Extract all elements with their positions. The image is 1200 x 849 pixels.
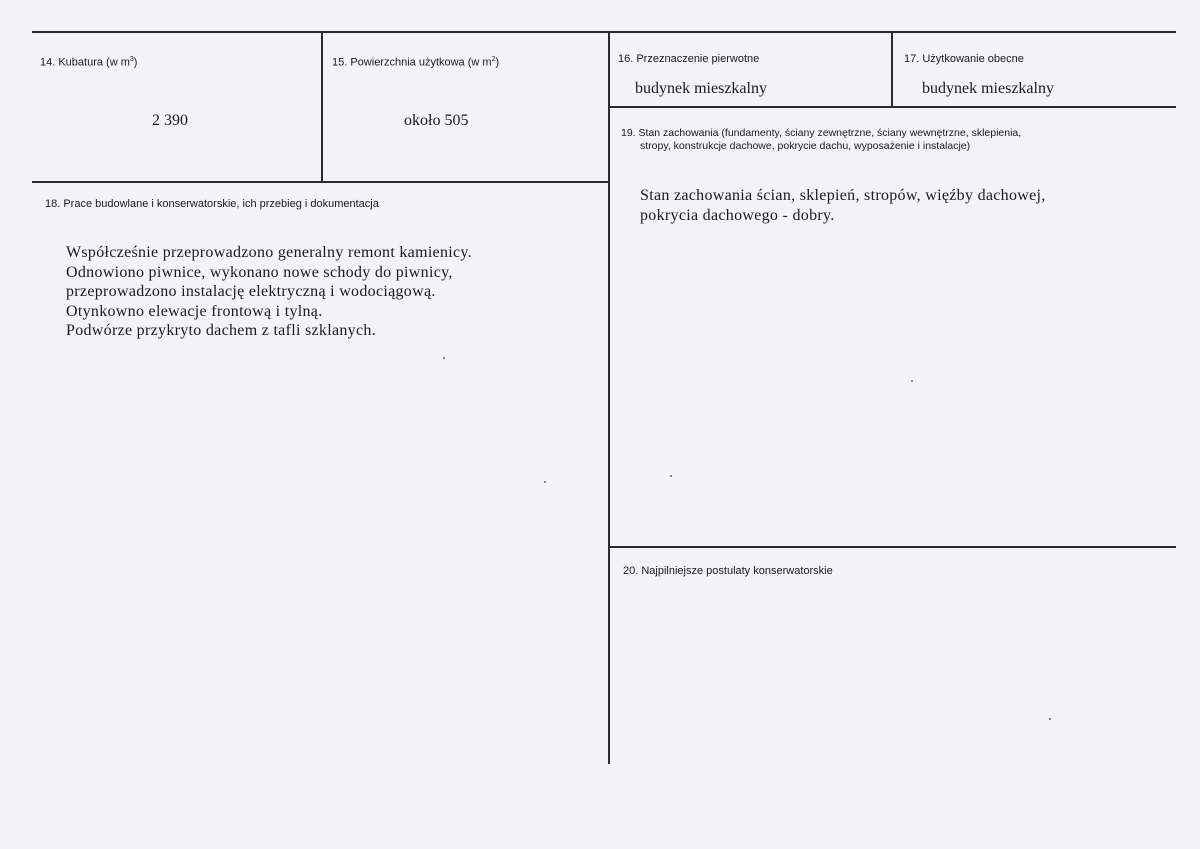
divider-f14-f15 xyxy=(321,31,323,183)
divider-main-columns xyxy=(608,31,610,764)
scan-speck xyxy=(443,357,445,359)
field-15-label-text: 15. Powierzchnia użytkowa (w m xyxy=(332,56,492,69)
field-18-line: Otynkowno elewacje frontową i tylną. xyxy=(66,302,323,320)
field-16-value: budynek mieszkalny xyxy=(635,80,767,97)
field-14-label xyxy=(40,53,137,70)
field-15-label xyxy=(332,53,499,70)
field-20-label: 20. Najpilniejsze postulaty konserwatorskie xyxy=(623,565,833,577)
field-14-value: 2 390 xyxy=(152,112,188,129)
divider-f16-f17 xyxy=(891,31,893,108)
rule-under-f16-f17 xyxy=(608,106,1176,108)
field-18-text xyxy=(66,243,472,341)
field-14-label-tail: ) xyxy=(133,56,138,69)
rule-above-f20 xyxy=(608,546,1176,548)
field-16-label: 16. Przeznaczenie pierwotne xyxy=(618,53,760,65)
field-17-label: 17. Użytkowanie obecne xyxy=(904,53,1024,65)
field-18-line: Współcześnie przeprowadzono generalny remont kamienicy. xyxy=(66,244,472,261)
field-18-line: Odnowiono piwnice, wykonano nowe schody do piwnicy, xyxy=(66,263,453,281)
field-18-line: przeprowadzono instalację elektryczną i wodociągową. xyxy=(66,283,436,300)
field-19-text xyxy=(640,186,1046,225)
field-18-label: 18. Prace budowlane i konserwatorskie, ich przebieg i dokumentacja xyxy=(45,198,379,210)
scan-speck xyxy=(544,481,546,483)
field-19-label-line-1: 19. Stan zachowania (fundamenty, ściany zewnętrzne, ściany wewnętrzne, sklepienia, xyxy=(621,127,1022,139)
field-15-unit-exponent: 2 xyxy=(491,56,496,63)
scan-speck xyxy=(911,380,913,382)
field-15-value: około 505 xyxy=(404,112,469,129)
field-17-value: budynek mieszkalny xyxy=(922,80,1054,97)
scan-speck xyxy=(1049,718,1051,720)
field-19-line: Stan zachowania ścian, sklepień, stropów, więźby dachowej, xyxy=(640,187,1046,204)
field-19-line: pokrycia dachowego - dobry. xyxy=(640,206,835,224)
field-14-label-text: 14. Kubatura (w m xyxy=(40,56,130,69)
field-18-line: Podwórze przykryto dachem z tafli szklanych. xyxy=(66,322,376,339)
field-19-label-line-2: stropy, konstrukcje dachowe, pokrycie dachu, wyposażenie i instalacje) xyxy=(640,140,971,152)
scan-speck xyxy=(670,475,672,477)
field-14-unit-exponent: 3 xyxy=(129,56,134,63)
top-border xyxy=(32,31,1176,33)
rule-under-f14-f15 xyxy=(32,181,610,183)
field-15-label-tail: ) xyxy=(495,56,500,69)
